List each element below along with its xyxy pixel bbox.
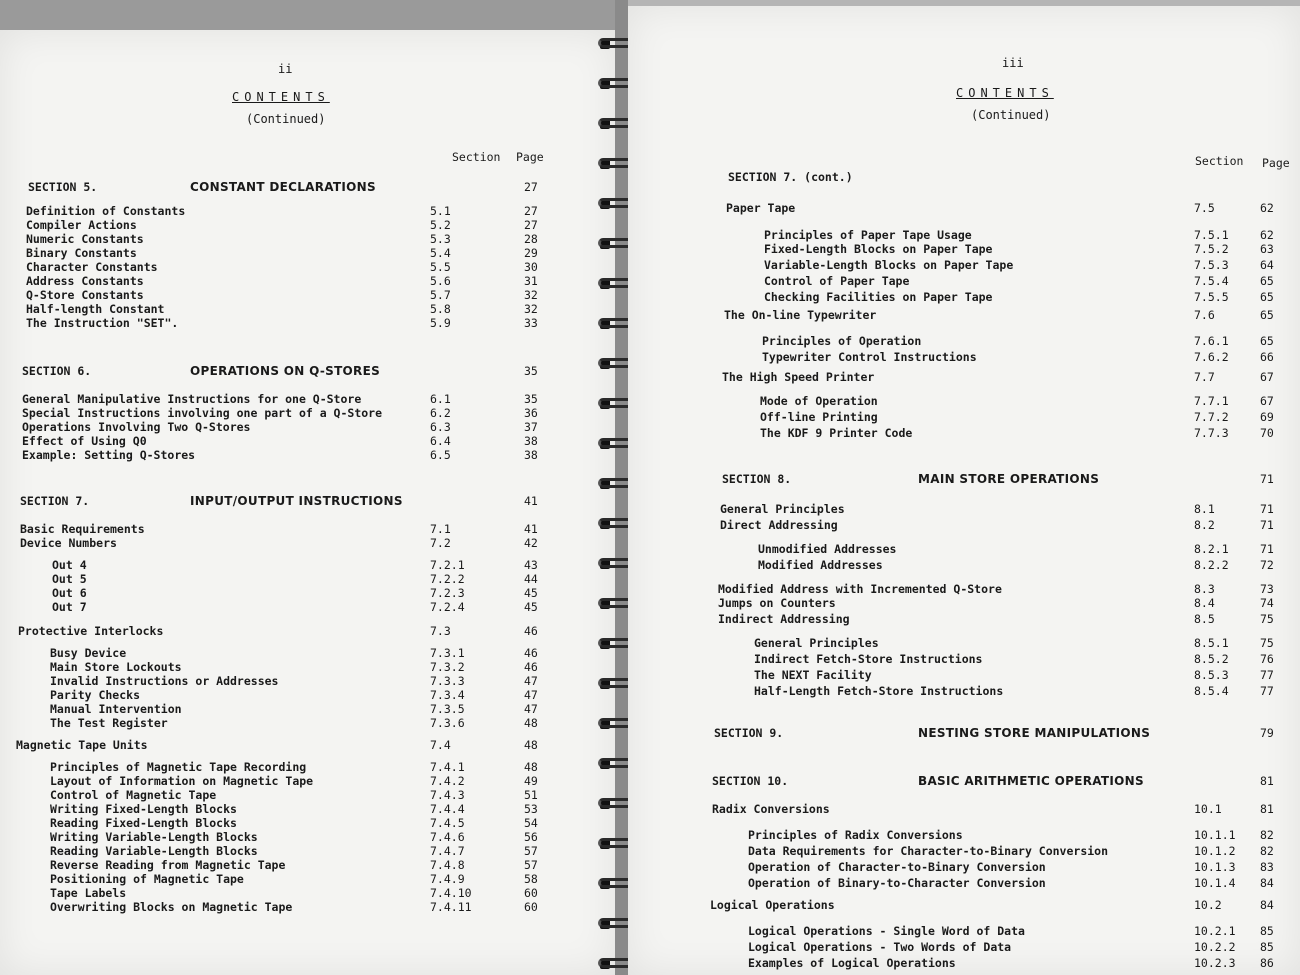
entry-title: Compiler Actions	[26, 218, 137, 232]
toc-entry	[628, 334, 1300, 350]
section-number: 5.6	[430, 274, 451, 288]
page-ref: 27	[524, 180, 538, 194]
section-label: SECTION 5.	[28, 180, 98, 194]
section-number: 5.5	[430, 260, 451, 274]
section-number: 7.2	[430, 536, 451, 550]
section-number: 8.1	[1194, 502, 1215, 516]
entry-title: Writing Fixed-Length Blocks	[50, 802, 237, 816]
entry-title: The Test Register	[50, 716, 168, 730]
entry-title: Examples of Logical Operations	[748, 956, 956, 970]
page-ref: 65	[1260, 334, 1274, 348]
page-ref: 31	[524, 274, 538, 288]
entry-title: Reverse Reading from Magnetic Tape	[50, 858, 286, 872]
toc-entry	[628, 668, 1300, 684]
section-number: 8.3	[1194, 582, 1215, 596]
section-heading-row	[628, 774, 1300, 790]
entry-title: Unmodified Addresses	[758, 542, 897, 556]
section-number: 7.3.1	[430, 646, 465, 660]
page-ref: 63	[1260, 242, 1274, 256]
section-number: 10.1.1	[1194, 828, 1236, 842]
section-number: 10.2.3	[1194, 956, 1236, 970]
section-number: 6.4	[430, 434, 451, 448]
page-ref: 47	[524, 674, 538, 688]
toc-entry	[628, 828, 1300, 844]
section-heading-row	[0, 180, 615, 196]
entry-title: Out 5	[52, 572, 87, 586]
entry-title: The NEXT Facility	[754, 668, 872, 682]
page-ref: 75	[1260, 612, 1274, 626]
page-ref: 41	[524, 494, 538, 508]
section-number: 7.7.3	[1194, 426, 1229, 440]
section-title: CONSTANT DECLARATIONS	[190, 180, 376, 194]
section-number: 7.3.4	[430, 688, 465, 702]
entry-title: General Principles	[754, 636, 879, 650]
entry-title: Off-line Printing	[760, 410, 878, 424]
section-number: 7.2.2	[430, 572, 465, 586]
entry-title: Tape Labels	[50, 886, 127, 900]
page-ref: 64	[1260, 258, 1274, 272]
toc-entry	[628, 636, 1300, 652]
section-number: 8.5	[1194, 612, 1215, 626]
entry-title: Special Instructions involving one part of a Q-Store	[22, 406, 383, 420]
page-ref: 62	[1260, 201, 1274, 215]
toc-entry	[628, 898, 1300, 914]
section-number: 7.5.4	[1194, 274, 1229, 288]
page-ref: 71	[1260, 502, 1274, 516]
entry-title: Reading Fixed-Length Blocks	[50, 816, 237, 830]
left-page	[0, 0, 615, 975]
section-number: 7.4.11	[430, 900, 472, 914]
toc-entry	[628, 940, 1300, 956]
section-number: 7.6	[1194, 308, 1215, 322]
page-ref: 77	[1260, 668, 1274, 682]
entry-title: Fixed-Length Blocks on Paper Tape	[764, 242, 993, 256]
toc-entry	[628, 860, 1300, 876]
section-number: 7.5.2	[1194, 242, 1229, 256]
page-ref: 48	[524, 738, 538, 752]
page-ref: 36	[524, 406, 538, 420]
section-label: SECTION 7.	[20, 494, 90, 508]
section-number: 5.3	[430, 232, 451, 246]
page-ref: 27	[524, 218, 538, 232]
section-title: NESTING STORE MANIPULATIONS	[918, 726, 1151, 740]
entry-title: Typewriter Control Instructions	[762, 350, 977, 364]
section-number: 7.5.3	[1194, 258, 1229, 272]
contents-subtitle: (Continued)	[246, 112, 326, 126]
page-ref: 27	[524, 204, 538, 218]
section-title: OPERATIONS ON Q-STORES	[190, 364, 381, 378]
entry-title: Mode of Operation	[760, 394, 878, 408]
page-ref: 29	[524, 246, 538, 260]
section-number: 6.5	[430, 448, 451, 462]
section-number: 5.4	[430, 246, 451, 260]
page-ref: 66	[1260, 350, 1274, 364]
section-number: 5.1	[430, 204, 451, 218]
page-ref: 46	[524, 660, 538, 674]
section-number: 10.2.2	[1194, 940, 1236, 954]
page-ref: 35	[524, 364, 538, 378]
entry-title: Binary Constants	[26, 246, 137, 260]
section-number: 7.4.6	[430, 830, 465, 844]
section-heading-row	[0, 494, 615, 510]
entry-title: Indirect Addressing	[718, 612, 850, 626]
entry-title: The Instruction "SET".	[26, 316, 179, 330]
page-ref: 65	[1260, 290, 1274, 304]
section-number: 7.4	[430, 738, 451, 752]
toc-entry	[628, 844, 1300, 860]
section-heading-row	[628, 726, 1300, 742]
entry-title: Half-Length Fetch-Store Instructions	[754, 684, 1004, 698]
entry-title: Logical Operations	[710, 898, 835, 912]
entry-title: Parity Checks	[50, 688, 141, 702]
page-ref: 42	[524, 536, 538, 550]
entry-title: The On-line Typewriter	[724, 308, 877, 322]
section-number: 7.2.3	[430, 586, 465, 600]
toc-entry	[628, 802, 1300, 818]
page-ref: 32	[524, 302, 538, 316]
page-ref: 45	[524, 600, 538, 614]
section-title: INPUT/OUTPUT INSTRUCTIONS	[190, 494, 403, 508]
page-ref: 58	[524, 872, 538, 886]
section-number: 7.4.2	[430, 774, 465, 788]
toc-entry	[628, 558, 1300, 574]
page-number: ii	[278, 62, 293, 76]
toc-entry	[0, 600, 615, 616]
toc-entry	[628, 518, 1300, 534]
entry-title: Layout of Information on Magnetic Tape	[50, 774, 314, 788]
section-number: 7.6.1	[1194, 334, 1229, 348]
toc-entry	[628, 502, 1300, 518]
section-number: 7.4.10	[430, 886, 472, 900]
entry-title: Operation of Binary-to-Character Conversion	[748, 876, 1046, 890]
section-title: BASIC ARITHMETIC OPERATIONS	[918, 774, 1144, 788]
section-number: 8.5.4	[1194, 684, 1229, 698]
section-number: 10.1.3	[1194, 860, 1236, 874]
column-header-page: Page	[1262, 156, 1290, 170]
page-ref: 33	[524, 316, 538, 330]
entry-title: Character Constants	[26, 260, 158, 274]
entry-title: Principles of Paper Tape Usage	[764, 228, 972, 242]
right-page	[628, 0, 1300, 975]
toc-entry	[0, 448, 615, 464]
contents-title: CONTENTS	[956, 86, 1054, 100]
toc-entry	[628, 308, 1300, 324]
entry-title: Data Requirements for Character-to-Binary Conversion	[748, 844, 1109, 858]
toc-entry	[628, 596, 1300, 612]
page-number: iii	[1002, 56, 1024, 70]
page-ref: 72	[1260, 558, 1274, 572]
page-ref: 48	[524, 760, 538, 774]
section-number: 7.1	[430, 522, 451, 536]
entry-title: Overwriting Blocks on Magnetic Tape	[50, 900, 293, 914]
column-header-section: Section	[452, 150, 501, 164]
page-ref: 84	[1260, 898, 1274, 912]
toc-entry	[628, 612, 1300, 628]
entry-title: Basic Requirements	[20, 522, 145, 536]
page-ref: 85	[1260, 924, 1274, 938]
entry-title: Definition of Constants	[26, 204, 186, 218]
page-ref: 62	[1260, 228, 1274, 242]
section-number: 7.7	[1194, 370, 1215, 384]
toc-entry	[628, 201, 1300, 217]
section-number: 7.7.2	[1194, 410, 1229, 424]
page-ref: 53	[524, 802, 538, 816]
entry-title: Modified Address with Incremented Q-Store	[718, 582, 1002, 596]
page-ref: 32	[524, 288, 538, 302]
section-number: 7.2.4	[430, 600, 465, 614]
section-number: 8.2.1	[1194, 542, 1229, 556]
entry-title: Principles of Radix Conversions	[748, 828, 963, 842]
entry-title: Modified Addresses	[758, 558, 883, 572]
page-ref: 38	[524, 448, 538, 462]
page-ref: 73	[1260, 582, 1274, 596]
toc-entry	[628, 290, 1300, 306]
toc-entry	[628, 258, 1300, 274]
entry-title: The High Speed Printer	[722, 370, 875, 384]
entry-title: Out 4	[52, 558, 87, 572]
toc-entry	[628, 684, 1300, 700]
page-ref: 43	[524, 558, 538, 572]
page-ref: 65	[1260, 308, 1274, 322]
entry-title: Out 7	[52, 600, 87, 614]
contents-subtitle: (Continued)	[971, 108, 1051, 122]
page-ref: 69	[1260, 410, 1274, 424]
section-number: 7.4.8	[430, 858, 465, 872]
page-ref: 46	[524, 624, 538, 638]
entry-title: Protective Interlocks	[18, 624, 164, 638]
page-ref: 49	[524, 774, 538, 788]
entry-title: Effect of Using Q0	[22, 434, 147, 448]
section-number: 6.2	[430, 406, 451, 420]
page-ref: 82	[1260, 828, 1274, 842]
section-number: 7.4.3	[430, 788, 465, 802]
section-number: 7.3.3	[430, 674, 465, 688]
section-label: SECTION 7. (cont.)	[728, 170, 853, 184]
entry-title: Direct Addressing	[720, 518, 838, 532]
entry-title: Magnetic Tape Units	[16, 738, 148, 752]
entry-title: The KDF 9 Printer Code	[760, 426, 913, 440]
entry-title: Device Numbers	[20, 536, 117, 550]
toc-entry	[628, 410, 1300, 426]
section-number: 7.5.1	[1194, 228, 1229, 242]
section-number: 7.7.1	[1194, 394, 1229, 408]
section-number: 7.3.5	[430, 702, 465, 716]
entry-title: Q-Store Constants	[26, 288, 144, 302]
entry-title: Checking Facilities on Paper Tape	[764, 290, 993, 304]
entry-title: Example: Setting Q-Stores	[22, 448, 196, 462]
section-number: 8.5.2	[1194, 652, 1229, 666]
toc-entry	[628, 242, 1300, 258]
page-ref: 38	[524, 434, 538, 448]
toc-entry	[0, 738, 615, 754]
entry-title: Half-length Constant	[26, 302, 165, 316]
section-number: 5.7	[430, 288, 451, 302]
toc-entry	[628, 924, 1300, 940]
section-number: 8.4	[1194, 596, 1215, 610]
entry-title: Variable-Length Blocks on Paper Tape	[764, 258, 1014, 272]
page-ref: 46	[524, 646, 538, 660]
page-ref: 47	[524, 702, 538, 716]
page-ref: 65	[1260, 274, 1274, 288]
page-ref: 71	[1260, 518, 1274, 532]
toc-entry	[0, 316, 615, 332]
section-number: 7.2.1	[430, 558, 465, 572]
entry-title: Reading Variable-Length Blocks	[50, 844, 258, 858]
section-number: 10.2	[1194, 898, 1222, 912]
entry-title: Control of Paper Tape	[764, 274, 910, 288]
toc-entry	[628, 956, 1300, 972]
entry-title: Radix Conversions	[712, 802, 830, 816]
section-number: 8.2.2	[1194, 558, 1229, 572]
toc-entry	[628, 370, 1300, 386]
section-heading-row	[628, 472, 1300, 488]
toc-entry	[0, 624, 615, 640]
page-ref: 81	[1260, 802, 1274, 816]
section-number: 10.2.1	[1194, 924, 1236, 938]
section-number: 10.1.2	[1194, 844, 1236, 858]
page-ref: 44	[524, 572, 538, 586]
page-ref: 48	[524, 716, 538, 730]
page-ref: 81	[1260, 774, 1274, 788]
page-ref: 67	[1260, 394, 1274, 408]
toc-entry	[628, 876, 1300, 892]
entry-title: Positioning of Magnetic Tape	[50, 872, 244, 886]
section-label: SECTION 10.	[712, 774, 789, 788]
entry-title: General Manipulative Instructions for one Q-Store	[22, 392, 362, 406]
page-ref: 83	[1260, 860, 1274, 874]
entry-title: Manual Intervention	[50, 702, 182, 716]
page-ref: 30	[524, 260, 538, 274]
toc-entry	[628, 426, 1300, 442]
page-ref: 85	[1260, 940, 1274, 954]
entry-title: Busy Device	[50, 646, 127, 660]
section-number: 10.1	[1194, 802, 1222, 816]
page-ref: 86	[1260, 956, 1274, 970]
toc-entry	[628, 542, 1300, 558]
page-ref: 84	[1260, 876, 1274, 890]
entry-title: Writing Variable-Length Blocks	[50, 830, 258, 844]
page-ref: 51	[524, 788, 538, 802]
page-ref: 77	[1260, 684, 1274, 698]
toc-entry	[628, 350, 1300, 366]
entry-title: Control of Magnetic Tape	[50, 788, 217, 802]
section-number: 7.3.2	[430, 660, 465, 674]
section-number: 7.4.1	[430, 760, 465, 774]
entry-title: Operations Involving Two Q-Stores	[22, 420, 251, 434]
section-title: MAIN STORE OPERATIONS	[918, 472, 1100, 486]
column-header-page: Page	[516, 150, 544, 164]
page-ref: 37	[524, 420, 538, 434]
section-number: 7.4.7	[430, 844, 465, 858]
entry-title: Logical Operations - Two Words of Data	[748, 940, 1012, 954]
section-number: 7.4.5	[430, 816, 465, 830]
page-ref: 35	[524, 392, 538, 406]
section-number: 6.1	[430, 392, 451, 406]
page-ref: 82	[1260, 844, 1274, 858]
entry-title: Operation of Character-to-Binary Conversion	[748, 860, 1046, 874]
contents-title: CONTENTS	[232, 90, 330, 104]
page-ref: 67	[1260, 370, 1274, 384]
section-number: 8.5.3	[1194, 668, 1229, 682]
toc-entry	[628, 652, 1300, 668]
page-ref: 74	[1260, 596, 1274, 610]
entry-title: Numeric Constants	[26, 232, 144, 246]
section-number: 7.4.4	[430, 802, 465, 816]
toc-entry	[0, 900, 615, 916]
section-number: 8.5.1	[1194, 636, 1229, 650]
page-ref: 70	[1260, 426, 1274, 440]
entry-title: Main Store Lockouts	[50, 660, 182, 674]
section-number: 5.2	[430, 218, 451, 232]
section-number: 7.4.9	[430, 872, 465, 886]
entry-title: Logical Operations - Single Word of Data	[748, 924, 1025, 938]
section-number: 7.5.5	[1194, 290, 1229, 304]
entry-title: Principles of Magnetic Tape Recording	[50, 760, 307, 774]
page-ref: 57	[524, 844, 538, 858]
page-ref: 60	[524, 886, 538, 900]
page-ref: 71	[1260, 542, 1274, 556]
section-label: SECTION 9.	[714, 726, 784, 740]
section-label: SECTION 6.	[22, 364, 92, 378]
section-number: 7.5	[1194, 201, 1215, 215]
page-ref: 41	[524, 522, 538, 536]
section-label: SECTION 8.	[722, 472, 792, 486]
column-header-section: Section	[1195, 154, 1244, 168]
section-number: 6.3	[430, 420, 451, 434]
toc-entry	[0, 536, 615, 552]
page-ref: 57	[524, 858, 538, 872]
section-heading-row	[628, 170, 1300, 186]
page-ref: 56	[524, 830, 538, 844]
entry-title: Invalid Instructions or Addresses	[50, 674, 279, 688]
section-number: 8.2	[1194, 518, 1215, 532]
entry-title: Paper Tape	[726, 201, 796, 215]
page-ref: 71	[1260, 472, 1274, 486]
entry-title: Out 6	[52, 586, 87, 600]
page-ref: 60	[524, 900, 538, 914]
page-ref: 79	[1260, 726, 1274, 740]
toc-entry	[628, 274, 1300, 290]
section-number: 5.8	[430, 302, 451, 316]
section-number: 7.3	[430, 624, 451, 638]
section-number: 10.1.4	[1194, 876, 1236, 890]
entry-title: Principles of Operation	[762, 334, 922, 348]
toc-entry	[628, 394, 1300, 410]
entry-title: Indirect Fetch-Store Instructions	[754, 652, 983, 666]
page-ref: 54	[524, 816, 538, 830]
page-ref: 45	[524, 586, 538, 600]
page-ref: 75	[1260, 636, 1274, 650]
toc-entry	[0, 716, 615, 732]
section-number: 7.3.6	[430, 716, 465, 730]
page-ref: 47	[524, 688, 538, 702]
section-number: 5.9	[430, 316, 451, 330]
page-ref: 76	[1260, 652, 1274, 666]
entry-title: General Principles	[720, 502, 845, 516]
entry-title: Address Constants	[26, 274, 144, 288]
entry-title: Jumps on Counters	[718, 596, 836, 610]
page-ref: 28	[524, 232, 538, 246]
section-number: 7.6.2	[1194, 350, 1229, 364]
section-heading-row	[0, 364, 615, 380]
